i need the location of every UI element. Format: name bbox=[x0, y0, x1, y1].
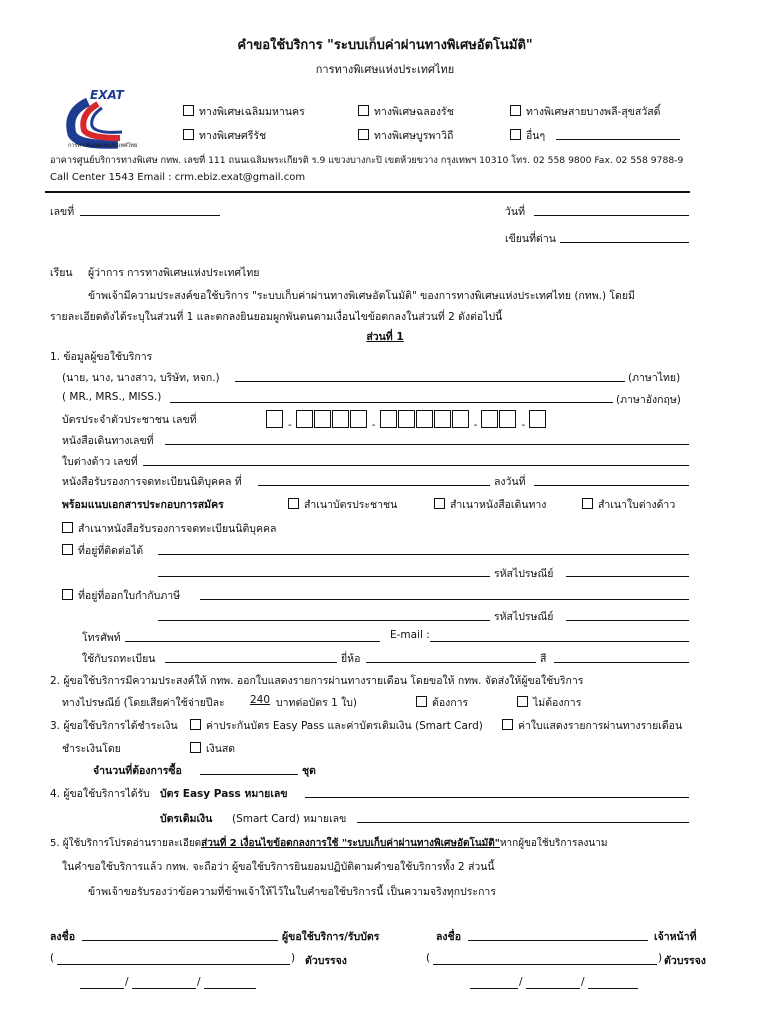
id-digit[interactable] bbox=[481, 410, 498, 428]
applicant-date-day[interactable] bbox=[80, 988, 124, 989]
doc-number-label: เลขที่ bbox=[50, 206, 75, 218]
quantity-field[interactable] bbox=[200, 774, 298, 775]
to-label: เรียน bbox=[50, 267, 73, 279]
part1-heading: ส่วนที่ 1 bbox=[366, 331, 404, 343]
color-label: สี bbox=[540, 653, 547, 665]
part2-reference: ส่วนที่ 2 เงื่อนไขข้อตกลงการใช้ "ระบบเก็บค่าผ่านทางพิเศษอัตโนมัติ" bbox=[201, 838, 500, 849]
car-plate-label: ใช้กับรถทะเบียน bbox=[82, 653, 156, 665]
route-option-3[interactable]: ทางพิเศษสายบางพลี-สุขสวัสดิ์ bbox=[510, 103, 660, 120]
date-separator: / bbox=[519, 976, 523, 988]
id-digit[interactable] bbox=[350, 410, 367, 428]
section2-line2a: ทางไปรษณีย์ (โดยเสียค่าใช้จ่ายปีละ bbox=[62, 697, 225, 709]
smart-card-field[interactable] bbox=[357, 822, 689, 823]
date-field[interactable] bbox=[534, 215, 689, 216]
address-line: อาคารศูนย์บริการทางพิเศษ กทพ. เลขที่ 111 ถนนเฉลิมพระเกียรติ ร.9 แขวงบางกะปิ เขตห้วยขวาง กรุงเทพฯ 10310 โทร. 02 558 9800 Fax. 02 558 9788-9 bbox=[50, 155, 684, 166]
tax-postcode-field[interactable] bbox=[566, 620, 689, 621]
name-en-suffix: (ภาษาอังกฤษ) bbox=[616, 394, 681, 406]
officer-name-close: ) bbox=[658, 952, 663, 964]
checkbox[interactable] bbox=[434, 498, 445, 509]
applicant-date-year[interactable] bbox=[204, 988, 256, 989]
applicant-name-close: ) bbox=[291, 952, 296, 964]
certify-statement: ข้าพเจ้าขอรับรองว่าข้อความที่ข้าพเจ้าให้ไว้ในใบคำขอใช้บริการนี้ เป็นความจริงทุกประการ bbox=[88, 886, 496, 898]
applicant-name-open: ( bbox=[50, 952, 55, 964]
statement-yes-option[interactable]: ต้องการ bbox=[416, 694, 468, 711]
applicant-name-field[interactable] bbox=[57, 964, 290, 965]
to-value: ผู้ว่าการ การทางพิเศษแห่งประเทศไทย bbox=[88, 267, 260, 279]
color-field[interactable] bbox=[554, 662, 689, 663]
name-en-field[interactable] bbox=[170, 402, 613, 403]
contact-postcode-field[interactable] bbox=[566, 576, 689, 577]
checkbox[interactable] bbox=[510, 105, 521, 116]
company-date-field[interactable] bbox=[534, 485, 689, 486]
checkbox[interactable] bbox=[62, 522, 73, 533]
doc-passport-option[interactable]: สำเนาหนังสือเดินทาง bbox=[434, 496, 546, 513]
company-cert-label: หนังสือรับรองการจดทะเบียนนิติบุคคล ที่ bbox=[62, 476, 242, 488]
id-digit[interactable] bbox=[332, 410, 349, 428]
alien-label: ใบต่างด้าว เลขที่ bbox=[62, 456, 138, 468]
applicant-date-month[interactable] bbox=[132, 988, 196, 989]
contact-address-option[interactable]: ที่อยู่ที่ติดต่อได้ bbox=[62, 542, 143, 559]
email-field[interactable] bbox=[430, 641, 689, 642]
checkbox[interactable] bbox=[62, 589, 73, 600]
payment-option-statement[interactable]: ค่าใบแสดงรายการผ่านทางรายเดือน bbox=[502, 717, 682, 734]
route-option-4[interactable]: ทางพิเศษศรีรัช bbox=[183, 127, 266, 144]
officer-print-label: ตัวบรรจง bbox=[664, 955, 706, 967]
docs-label: พร้อมแนบเอกสารประกอบการสมัคร bbox=[62, 499, 224, 511]
form-subtitle: การทางพิเศษแห่งประเทศไทย bbox=[315, 63, 455, 76]
id-digit[interactable] bbox=[434, 410, 451, 428]
route-option-1[interactable]: ทางพิเศษเฉลิมมหานคร bbox=[183, 103, 305, 120]
form-title: คำขอใช้บริการ "ระบบเก็บค่าผ่านทางพิเศษอัตโนมัติ" bbox=[237, 38, 533, 53]
written-at-label: เขียนที่ด่าน bbox=[505, 233, 556, 245]
tax-address-option[interactable]: ที่อยู่ที่ออกใบกำกับภาษี bbox=[62, 587, 180, 604]
section5-line2: ในคำขอใช้บริการแล้ว กทพ. จะถือว่า ผู้ขอใช้บริการยินยอมปฏิบัติตามคำขอใช้บริการทั้ง 2 ส่วนนี้ bbox=[62, 861, 495, 873]
tax-postcode-label: รหัสไปรษณีย์ bbox=[494, 611, 554, 623]
id-digit[interactable] bbox=[398, 410, 415, 428]
contact-address-field[interactable] bbox=[158, 554, 689, 555]
contact-postcode-label: รหัสไปรษณีย์ bbox=[494, 568, 554, 580]
checkbox[interactable] bbox=[358, 129, 369, 140]
section2-line2b: บาทต่อบัตร 1 ใบ) bbox=[276, 697, 357, 709]
checkbox[interactable] bbox=[502, 719, 513, 730]
id-digit[interactable] bbox=[296, 410, 313, 428]
officer-signature-field[interactable] bbox=[468, 940, 648, 941]
applicant-sign-label: ลงชื่อ bbox=[50, 931, 75, 943]
doc-company-option[interactable]: สำเนาหนังสือรับรองการจดทะเบียนนิติบุคคล bbox=[62, 520, 276, 537]
checkbox[interactable] bbox=[517, 696, 528, 707]
header-divider bbox=[45, 191, 690, 193]
officer-name-open: ( bbox=[426, 952, 431, 964]
date-label: วันที่ bbox=[505, 206, 525, 218]
intro-paragraph-1: ข้าพเจ้ามีความประสงค์ขอใช้บริการ "ระบบเก็บค่าผ่านทางพิเศษอัตโนมัติ" ของการทางพิเศษแห่งประเทศไทย (กทพ.) โดยมี bbox=[88, 290, 635, 302]
route-option-5[interactable]: ทางพิเศษบูรพาวิถี bbox=[358, 127, 453, 144]
date-separator: / bbox=[581, 976, 585, 988]
doc-number-field[interactable] bbox=[80, 215, 220, 216]
checkbox[interactable] bbox=[510, 129, 521, 140]
id-digit[interactable] bbox=[529, 410, 546, 428]
officer-role: เจ้าหน้าที่ bbox=[654, 931, 697, 943]
section1-heading: 1. ข้อมูลผู้ขอใช้บริการ bbox=[50, 351, 153, 363]
payment-option-deposit[interactable]: ค่าประกันบัตร Easy Pass และค่าบัตรเติมเงิน (Smart Card) bbox=[190, 717, 483, 734]
checkbox[interactable] bbox=[358, 105, 369, 116]
tax-address-field-2[interactable] bbox=[158, 620, 490, 621]
officer-date-month[interactable] bbox=[526, 988, 580, 989]
id-digit[interactable] bbox=[452, 410, 469, 428]
date-separator: / bbox=[197, 976, 201, 988]
section3-line1: 3. ผู้ขอใช้บริการได้ชำระเงิน bbox=[50, 720, 178, 732]
tax-address-field[interactable] bbox=[200, 599, 689, 600]
exat-logo bbox=[58, 82, 168, 152]
checkbox[interactable] bbox=[190, 742, 201, 753]
phone-label: โทรศัพท์ bbox=[82, 632, 121, 644]
name-th-field[interactable] bbox=[235, 381, 625, 382]
name-en-label: ( MR., MRS., MISS.) bbox=[62, 391, 162, 403]
logo-text: EXAT bbox=[90, 88, 124, 102]
pay-by-label: ชำระเงินโดย bbox=[62, 743, 121, 755]
annual-fee: 240 bbox=[250, 694, 271, 706]
applicant-role: ผู้ขอใช้บริการ/รับบัตร bbox=[282, 931, 380, 943]
id-digit[interactable] bbox=[499, 410, 516, 428]
passport-field[interactable] bbox=[165, 444, 689, 445]
name-th-label: (นาย, นาง, นางสาว, บริษัท, หจก.) bbox=[62, 372, 220, 384]
brand-field[interactable] bbox=[366, 662, 536, 663]
id-card-label: บัตรประจำตัวประชาชน เลขที่ bbox=[62, 414, 197, 426]
officer-date-day[interactable] bbox=[470, 988, 518, 989]
doc-alien-option[interactable]: สำเนาใบต่างด้าว bbox=[582, 496, 675, 513]
date-separator: / bbox=[125, 976, 129, 988]
company-date-label: ลงวันที่ bbox=[494, 476, 526, 488]
id-digit[interactable] bbox=[266, 410, 283, 428]
applicant-print-label: ตัวบรรจง bbox=[305, 955, 347, 967]
email-label: E-mail : bbox=[390, 629, 430, 641]
phone-field[interactable] bbox=[125, 641, 380, 642]
logo-caption: การทางพิเศษแห่งประเทศไทย bbox=[68, 143, 138, 149]
id-digit[interactable] bbox=[380, 410, 397, 428]
checkbox[interactable] bbox=[183, 129, 194, 140]
alien-field[interactable] bbox=[143, 465, 689, 466]
checkbox[interactable] bbox=[416, 696, 427, 707]
quantity-label: จำนวนที่ต้องการซื้อ bbox=[93, 765, 182, 777]
checkbox[interactable] bbox=[582, 498, 593, 509]
contact-address-field-2[interactable] bbox=[158, 576, 490, 577]
doc-id-option[interactable]: สำเนาบัตรประชาชน bbox=[288, 496, 397, 513]
officer-date-year[interactable] bbox=[588, 988, 638, 989]
company-cert-field[interactable] bbox=[258, 485, 490, 486]
checkbox[interactable] bbox=[190, 719, 201, 730]
easy-pass-label: บัตร Easy Pass หมายเลข bbox=[160, 788, 288, 800]
route-other-field[interactable] bbox=[556, 139, 680, 140]
id-digit[interactable] bbox=[416, 410, 433, 428]
route-option-other[interactable]: อื่นๆ bbox=[510, 127, 545, 144]
checkbox[interactable] bbox=[183, 105, 194, 116]
id-card-boxes[interactable]: - - - - bbox=[266, 410, 547, 431]
written-at-field[interactable] bbox=[560, 242, 689, 243]
checkbox[interactable] bbox=[288, 498, 299, 509]
cash-option[interactable]: เงินสด bbox=[190, 740, 235, 757]
intro-paragraph-2: รายละเอียดดังได้ระบุในส่วนที่ 1 และตกลงยินยอมผูกพันตนตามเงื่อนไขข้อตกลงในส่วนที่ 2 ดังต่อไปนี้ bbox=[50, 311, 503, 323]
checkbox[interactable] bbox=[62, 544, 73, 555]
smart-card-label-2: (Smart Card) หมายเลข bbox=[232, 813, 347, 825]
quantity-unit: ชุด bbox=[302, 765, 316, 777]
car-plate-field[interactable] bbox=[165, 662, 337, 663]
contact-line: Call Center 1543 Email : crm.ebiz.exat@gmail.com bbox=[50, 172, 306, 183]
officer-sign-label: ลงชื่อ bbox=[436, 931, 461, 943]
name-th-suffix: (ภาษาไทย) bbox=[628, 372, 681, 384]
easy-pass-field[interactable] bbox=[305, 797, 689, 798]
id-digit[interactable] bbox=[314, 410, 331, 428]
officer-name-field[interactable] bbox=[433, 964, 657, 965]
brand-label: ยี่ห้อ bbox=[341, 653, 361, 665]
section2-line1: 2. ผู้ขอใช้บริการมีความประสงค์ให้ กทพ. ออกใบแสดงรายการผ่านทางรายเดือน โดยขอให้ กทพ. จัดส่งให้ผู้ขอใช้บริการ bbox=[50, 675, 584, 687]
route-option-2[interactable]: ทางพิเศษฉลองรัช bbox=[358, 103, 454, 120]
applicant-signature-field[interactable] bbox=[82, 940, 278, 941]
statement-no-option[interactable]: ไม่ต้องการ bbox=[517, 694, 581, 711]
passport-label: หนังสือเดินทางเลขที่ bbox=[62, 435, 154, 447]
section4-line1: 4. ผู้ขอใช้บริการได้รับ bbox=[50, 788, 150, 800]
smart-card-label: บัตรเติมเงิน bbox=[160, 813, 213, 825]
section5-line1: 5. ผู้ใช้บริการโปรดอ่านรายละเอียดส่วนที่ 2 เงื่อนไขข้อตกลงการใช้ "ระบบเก็บค่าผ่านทางพิเศษอัตโนมัติ"หากผู้ขอใช้บริการลงนาม bbox=[50, 838, 608, 849]
